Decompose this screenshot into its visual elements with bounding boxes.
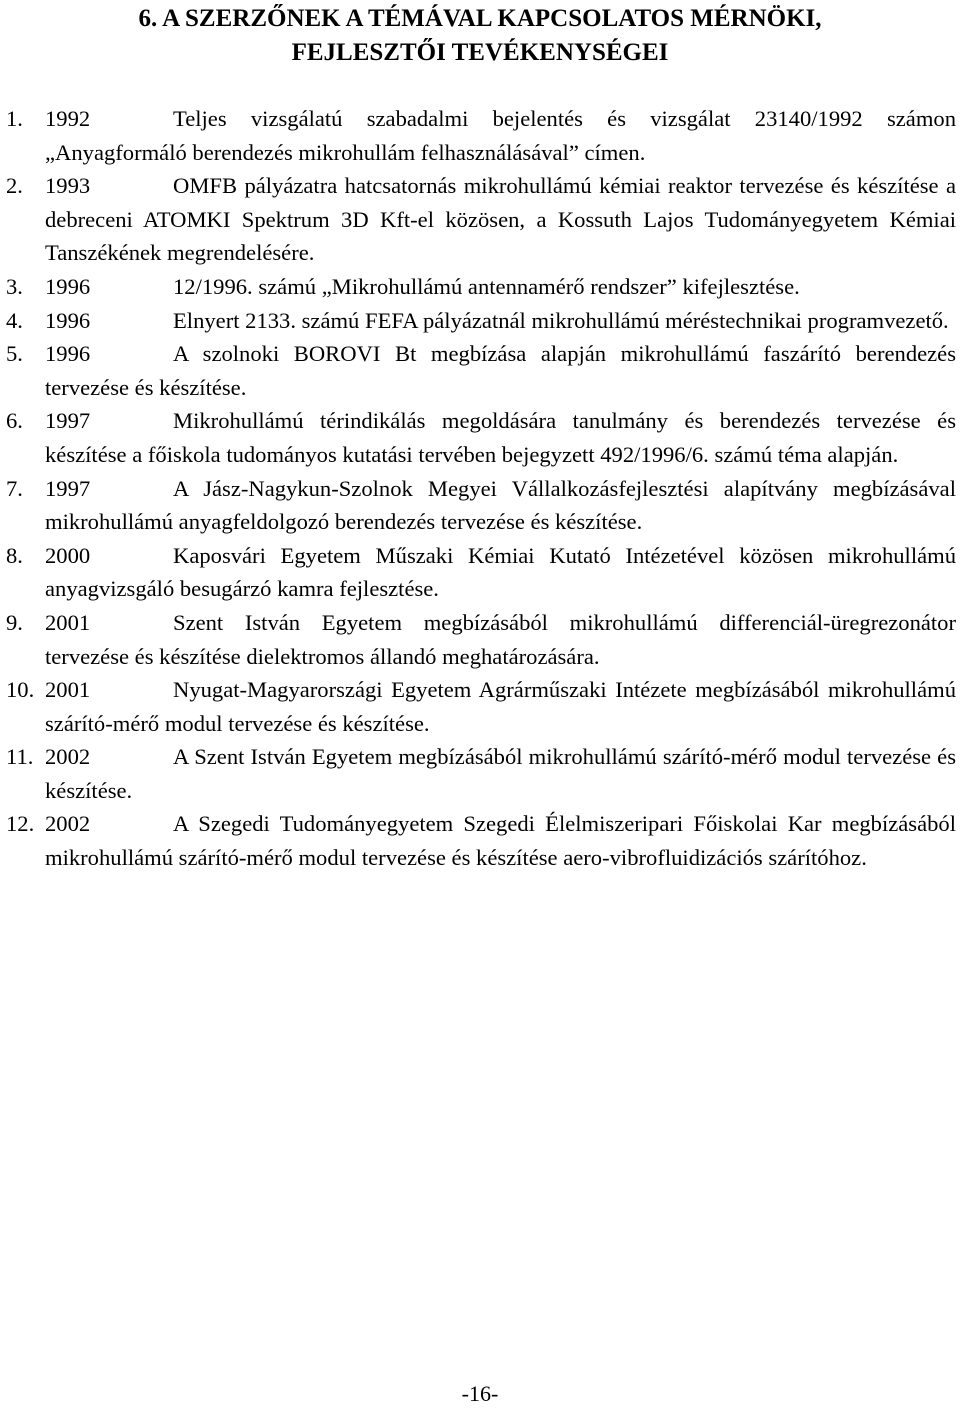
list-item-text: Mikrohullámú térindikálás megoldására tanulmány és berendezés tervezése és készítése a főiskola tudományos kutatási tervében bejegyzett 492/1996/6. számú téma alapján. (45, 408, 956, 467)
list-item-number: 11. (6, 744, 34, 770)
list-item-year: 2002 (45, 811, 91, 837)
list-item-text: A Jász-Nagykun-Szolnok Megyei Vállalkozásfejlesztési alapítvány megbízásával mikrohullámú anyagfeldolgozó berendezés tervezése és készítése. (45, 475, 956, 535)
list-item-number: 6. (6, 408, 23, 434)
list-item-number: 5. (6, 341, 23, 367)
list-item-number: 12. (6, 811, 35, 837)
list-item (6, 472, 956, 539)
list-item (6, 270, 956, 304)
list-item-number: 2. (6, 173, 23, 199)
list-item (6, 740, 956, 807)
list-item (6, 304, 956, 338)
list-item-year: 1996 (45, 307, 91, 333)
list-item-number: 4. (6, 307, 23, 333)
list-item-text: 12/1996. számú „Mikrohullámú antennamérő rendszer” kifejlesztése. (173, 273, 800, 299)
list-item-year: 2001 (45, 609, 91, 635)
list-item-year: 2002 (45, 744, 91, 770)
list-item-text: Teljes vizsgálatú szabadalmi bejelentés és vizsgálat 23140/1992 számon „Anyagformáló berendezés mikrohullám felhasználásával” címen. (45, 106, 956, 165)
list-item (6, 102, 956, 169)
list-item (6, 606, 956, 673)
page-title-line-1: 6. A SZERZŐNEK A TÉMÁVAL KAPCSOLATOS MÉRNÖKI, (138, 5, 822, 32)
activity-list (6, 102, 956, 875)
list-item-text: Kaposvári Egyetem Műszaki Kémiai Kutató Intézetével közösen mikrohullámú anyagvizsgáló besugárzó kamra fejlesztése. (45, 542, 956, 602)
list-item (6, 169, 956, 270)
list-item-year: 1992 (45, 106, 91, 131)
list-item-text: Nyugat-Magyarországi Egyetem Agrárműszaki Intézete megbízásából mikrohullámú szárító-mérő modul tervezése és készítése. (45, 677, 956, 736)
list-item-number: 1. (6, 106, 23, 131)
list-item (6, 337, 956, 404)
list-item-text: Szent István Egyetem megbízásából mikrohullámú differenciál-üregrezonátor tervezése és készítése dielektromos állandó meghatározására. (45, 609, 956, 669)
list-item-number: 8. (6, 542, 23, 568)
list-item (6, 539, 956, 606)
list-item (6, 404, 956, 471)
list-item-text: A Szent István Egyetem megbízásából mikrohullámú szárító-mérő modul tervezése és készítése. (45, 744, 956, 803)
list-item-year: 1996 (45, 273, 91, 299)
list-item (6, 807, 956, 874)
list-item-number: 7. (6, 475, 23, 501)
list-item-text: A szolnoki BOROVI Bt megbízása alapján mikrohullámú faszárító berendezés tervezése és készítése. (45, 341, 956, 400)
list-item-number: 9. (6, 609, 23, 635)
list-item-text: OMFB pályázatra hatcsatornás mikrohullámú kémiai reaktor tervezése és készítése a debreceni ATOMKI Spektrum 3D Kft-el közösen, a Kossuth Lajos Tudományegyetem Kémiai Tanszékének megrendelésére. (45, 173, 956, 266)
page-title-line-2: FEJLESZTŐI TEVÉKENYSÉGEI (291, 39, 669, 66)
page-title (0, 2, 960, 70)
list-item-year: 2001 (45, 677, 91, 703)
list-item-year: 1993 (45, 173, 91, 199)
list-item-year: 1997 (45, 408, 91, 434)
page-number: -16- (461, 1381, 499, 1406)
list-item (6, 673, 956, 740)
list-item-text: Elnyert 2133. számú FEFA pályázatnál mikrohullámú méréstechnikai programvezető. (173, 307, 949, 333)
list-item-year: 1996 (45, 341, 91, 367)
list-item-number: 3. (6, 273, 23, 299)
list-item-year: 1997 (45, 475, 91, 501)
list-item-year: 2000 (45, 542, 91, 568)
list-item-number: 10. (6, 677, 35, 703)
list-item-text: A Szegedi Tudományegyetem Szegedi Élelmiszeripari Főiskolai Kar megbízásából mikrohullámú szárító-mérő modul tervezése és készítése aero-vibrofluidizációs szárítóhoz. (45, 811, 956, 871)
